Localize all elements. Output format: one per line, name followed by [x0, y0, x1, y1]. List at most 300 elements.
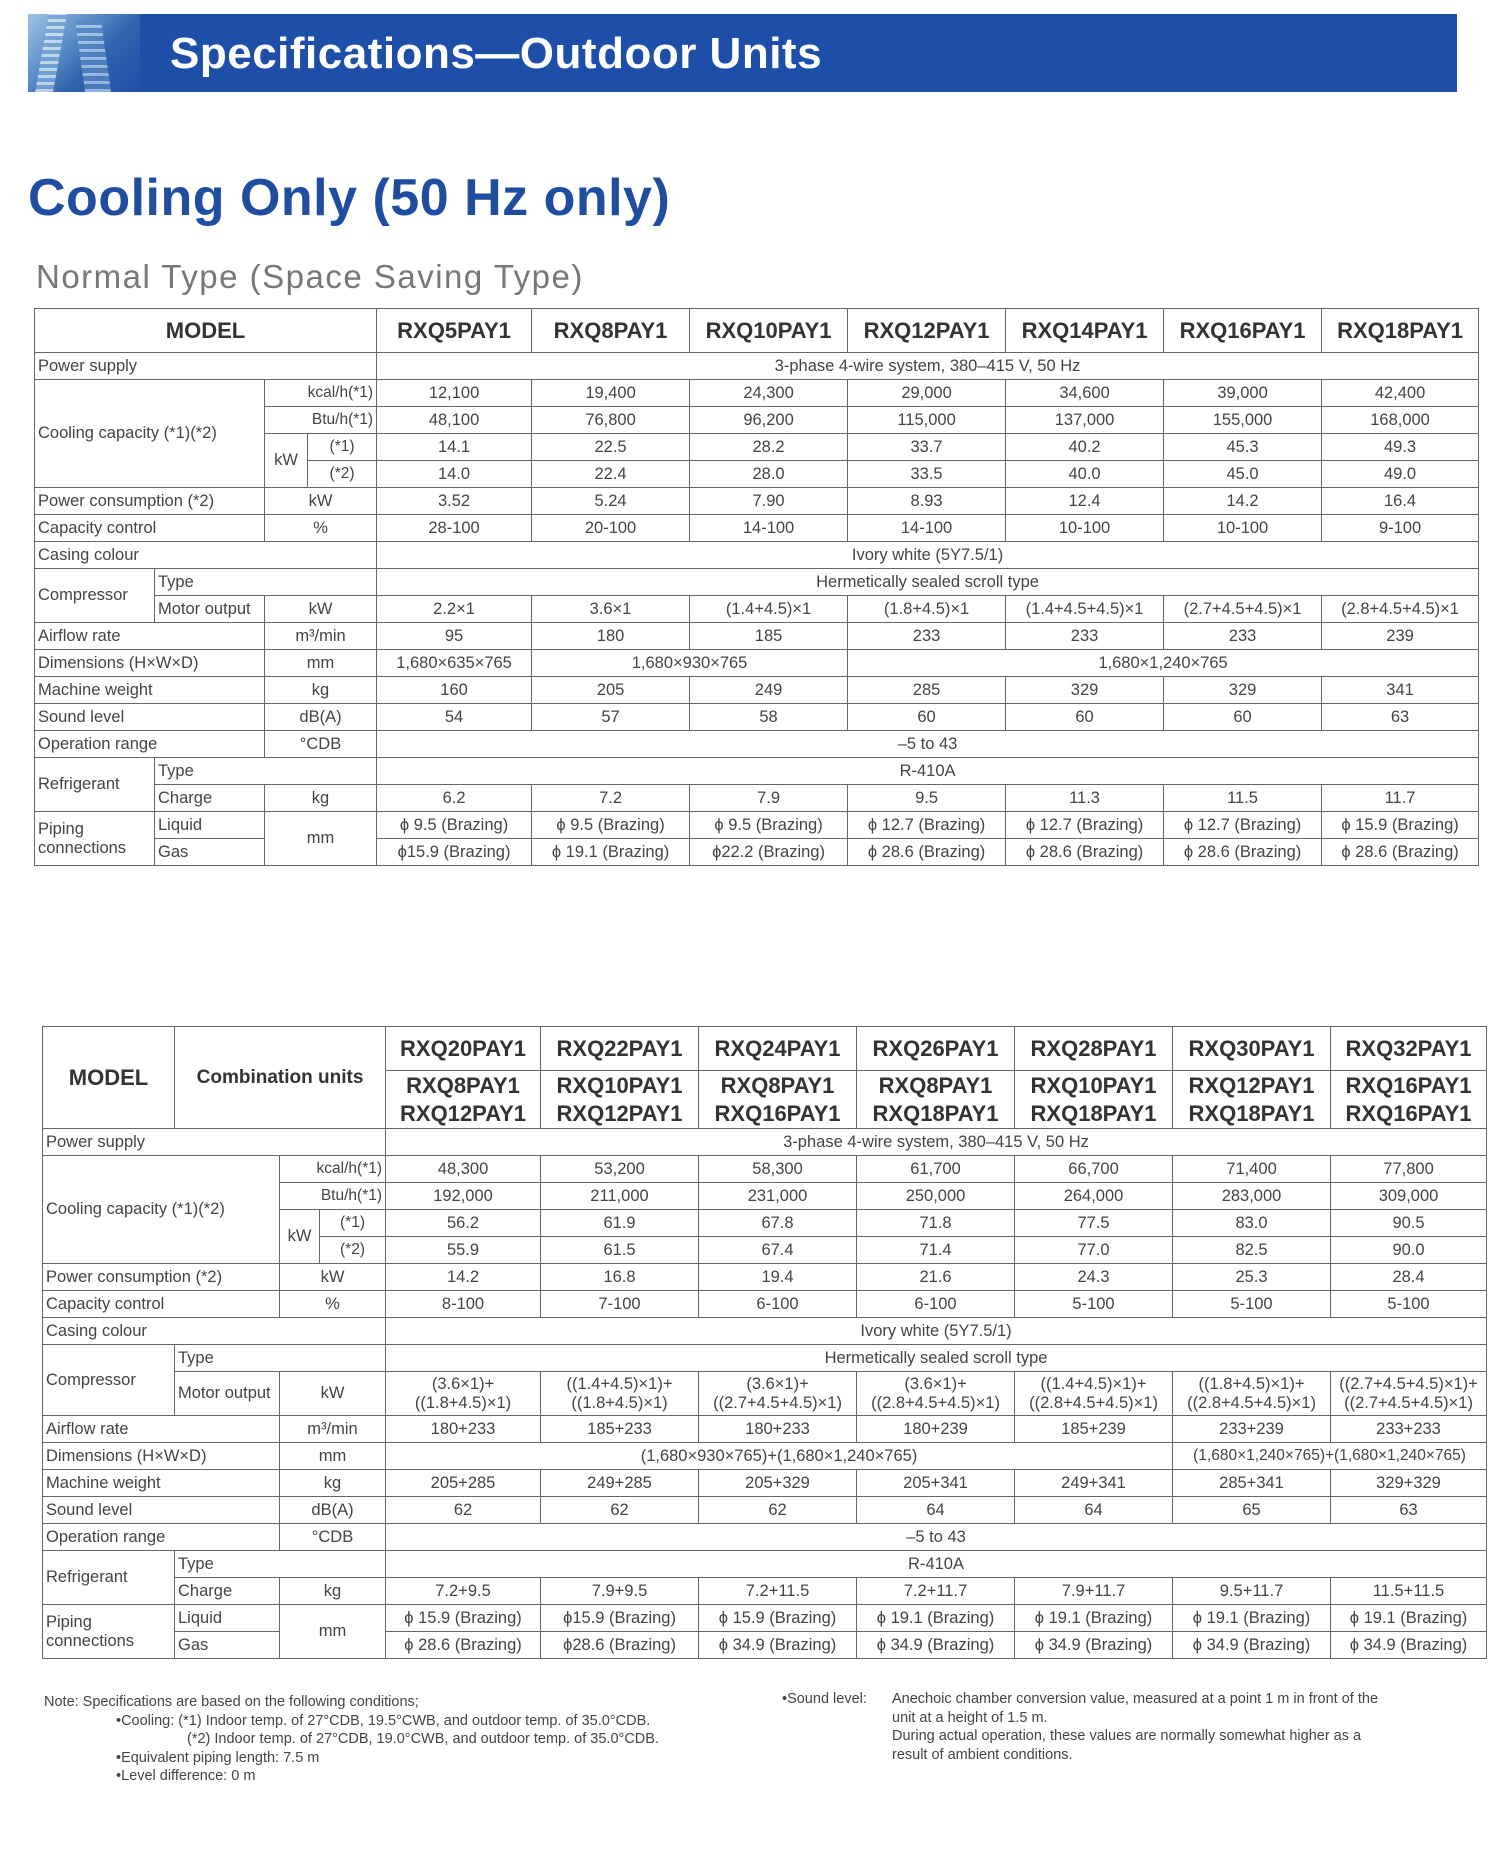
unit-label: °CDB — [280, 1524, 386, 1551]
unit-label: mm — [265, 812, 377, 866]
cell-value: ϕ 19.1 (Brazing) — [1173, 1605, 1331, 1632]
cell-value: 62 — [386, 1497, 541, 1524]
unit-label: mm — [265, 650, 377, 677]
cell-value: 3.52 — [377, 488, 532, 515]
unit-label: m³/min — [265, 623, 377, 650]
cell-value: 160 — [377, 677, 532, 704]
sub-label: Gas — [155, 839, 265, 866]
model-name: RXQ20PAY1 — [386, 1027, 541, 1071]
note-line: •Level difference: 0 m — [116, 1768, 256, 1784]
building-image — [28, 14, 140, 92]
combination-cell — [857, 1071, 1015, 1129]
cell-value: 45.0 — [1164, 461, 1322, 488]
model-name: RXQ8PAY1 — [532, 309, 690, 353]
cell-value: 5-100 — [1173, 1291, 1331, 1318]
cell-value: 34,600 — [1006, 380, 1164, 407]
cell-value: 329+329 — [1331, 1470, 1487, 1497]
motor-cell — [1331, 1372, 1487, 1416]
motor-line-1: ((1.4+4.5)×1)+ — [566, 1374, 673, 1393]
cell-value: 7.2+11.5 — [699, 1578, 857, 1605]
page-title: Cooling Only (50 Hz only) — [28, 169, 671, 227]
compressor-type-row — [35, 569, 1479, 596]
cell-value: ϕ 19.1 (Brazing) — [1015, 1605, 1173, 1632]
cell-value: 205+329 — [699, 1470, 857, 1497]
cell-value: 11.5 — [1164, 785, 1322, 812]
motor-line-2: ((2.8+4.5+4.5)×1) — [1187, 1393, 1316, 1412]
model-name: RXQ12PAY1 — [848, 309, 1006, 353]
unit-label: m³/min — [280, 1416, 386, 1443]
cell-value: 61,700 — [857, 1156, 1015, 1183]
cell-value: ϕ 15.9 (Brazing) — [386, 1605, 541, 1632]
combination-unit-b: RXQ12PAY1 — [400, 1100, 526, 1126]
cell-value: 64 — [1015, 1497, 1173, 1524]
row-label: Machine weight — [35, 677, 265, 704]
unit-label: kW — [280, 1372, 386, 1416]
note-line: result of ambient conditions. — [892, 1746, 1073, 1763]
cell-value: ϕ28.6 (Brazing) — [541, 1632, 699, 1659]
cell-value: 61.5 — [541, 1237, 699, 1264]
cell-value: 20-100 — [532, 515, 690, 542]
cell-value: 14.2 — [1164, 488, 1322, 515]
note-label: (*2) — [320, 1237, 386, 1264]
refrigerant-type-row — [35, 758, 1479, 785]
motor-cell — [857, 1372, 1015, 1416]
refrigerant-charge-row — [43, 1578, 1487, 1605]
cell-value: 48,300 — [386, 1156, 541, 1183]
cell-value: 231,000 — [699, 1183, 857, 1210]
cell-value: 60 — [848, 704, 1006, 731]
casing-colour-row — [43, 1318, 1487, 1345]
operation-range-row — [43, 1524, 1487, 1551]
cell-value: 45.3 — [1164, 434, 1322, 461]
cell-value: 185+233 — [541, 1416, 699, 1443]
combination-unit-b: RXQ18PAY1 — [1030, 1100, 1157, 1126]
spec-table-normal — [34, 308, 1479, 866]
cell-value: 42,400 — [1322, 380, 1479, 407]
compressor-motor-row — [43, 1372, 1487, 1416]
operation-range-row — [35, 731, 1479, 758]
cell-value: 180+233 — [386, 1416, 541, 1443]
motor-line-1: (3.6×1)+ — [431, 1374, 495, 1393]
spanned-value: –5 to 43 — [386, 1524, 1487, 1551]
cell-value: 57 — [532, 704, 690, 731]
cell-value: 309,000 — [1331, 1183, 1487, 1210]
row-label: Power consumption (*2) — [35, 488, 265, 515]
cell-value: 83.0 — [1173, 1210, 1331, 1237]
motor-line-2: ((2.7+4.5+4.5)×1) — [1344, 1393, 1473, 1412]
sub-label: Type — [175, 1345, 386, 1372]
model-name: RXQ32PAY1 — [1331, 1027, 1487, 1071]
combination-unit-a: RXQ10PAY1 — [556, 1072, 683, 1098]
cell-value: 33.5 — [848, 461, 1006, 488]
cell-value: 67.4 — [699, 1237, 857, 1264]
row-label: Capacity control — [43, 1291, 280, 1318]
cell-value: 62 — [541, 1497, 699, 1524]
cell-value: ϕ15.9 (Brazing) — [377, 839, 532, 866]
cell-value: 7-100 — [541, 1291, 699, 1318]
combination-cell — [1173, 1071, 1331, 1129]
cell-value: 7.2+11.7 — [857, 1578, 1015, 1605]
cell-value: 65 — [1173, 1497, 1331, 1524]
model-name: RXQ26PAY1 — [857, 1027, 1015, 1071]
cell-value: ϕ 9.5 (Brazing) — [690, 812, 848, 839]
cell-value: 90.0 — [1331, 1237, 1487, 1264]
cell-value: ϕ 15.9 (Brazing) — [699, 1605, 857, 1632]
notes-sound-level — [782, 1690, 1378, 1764]
cell-value: 60 — [1164, 704, 1322, 731]
cell-value: 285 — [848, 677, 1006, 704]
model-label: MODEL — [43, 1027, 175, 1129]
motor-line-1: (3.6×1)+ — [904, 1374, 967, 1393]
cell-value: 5.24 — [532, 488, 690, 515]
cooling-kcal-row — [43, 1156, 1487, 1183]
sub-label: Gas — [175, 1632, 280, 1659]
cell-value: 12.4 — [1006, 488, 1164, 515]
model-name: RXQ14PAY1 — [1006, 309, 1164, 353]
note-label: (*1) — [320, 1210, 386, 1237]
sub-label: Liquid — [155, 812, 265, 839]
weight-row — [35, 677, 1479, 704]
power-supply-row — [43, 1129, 1487, 1156]
casing-colour-row — [35, 542, 1479, 569]
combination-unit-a: RXQ8PAY1 — [720, 1072, 835, 1098]
piping-liquid-row — [35, 812, 1479, 839]
cell-value: 180+233 — [699, 1416, 857, 1443]
combination-unit-b: RXQ18PAY1 — [872, 1100, 999, 1126]
cell-value: 77.5 — [1015, 1210, 1173, 1237]
cell-value: 40.2 — [1006, 434, 1164, 461]
motor-line-1: (3.6×1)+ — [746, 1374, 809, 1393]
combination-cell — [1331, 1071, 1487, 1129]
capacity-control-row — [43, 1291, 1487, 1318]
cell-value: (2.8+4.5+4.5)×1 — [1322, 596, 1479, 623]
sub-label: Motor output — [155, 596, 265, 623]
cell-value: 249+285 — [541, 1470, 699, 1497]
sound-row — [35, 704, 1479, 731]
row-label: Power supply — [43, 1129, 386, 1156]
unit-label: Btu/h(*1) — [265, 407, 377, 434]
cell-value: ϕ 28.6 (Brazing) — [1006, 839, 1164, 866]
cell-value: 95 — [377, 623, 532, 650]
cell-value: 14-100 — [690, 515, 848, 542]
cell-value: 40.0 — [1006, 461, 1164, 488]
cell-value: 28-100 — [377, 515, 532, 542]
row-label: Operation range — [43, 1524, 280, 1551]
spanned-value: Hermetically sealed scroll type — [386, 1345, 1487, 1372]
row-label: Refrigerant — [43, 1551, 175, 1605]
cell-value: ϕ 19.1 (Brazing) — [857, 1605, 1015, 1632]
note-label: (*1) — [308, 434, 377, 461]
unit-label: mm — [280, 1605, 386, 1659]
model-name: RXQ18PAY1 — [1322, 309, 1479, 353]
motor-line-1: ((1.8+4.5)×1)+ — [1198, 1374, 1305, 1393]
cell-value: 24.3 — [1015, 1264, 1173, 1291]
cell-value: ϕ 34.9 (Brazing) — [1331, 1632, 1487, 1659]
motor-line-1: ((2.7+4.5+4.5)×1)+ — [1339, 1374, 1478, 1393]
row-label: Cooling capacity (*1)(*2) — [35, 380, 265, 488]
model-name: RXQ5PAY1 — [377, 309, 532, 353]
cell-value: 16.4 — [1322, 488, 1479, 515]
cell-value: ϕ 34.9 (Brazing) — [1015, 1632, 1173, 1659]
spanned-value: 1,680×1,240×765 — [848, 650, 1479, 677]
cell-value: 137,000 — [1006, 407, 1164, 434]
unit-label: kg — [280, 1470, 386, 1497]
row-label: Cooling capacity (*1)(*2) — [43, 1156, 280, 1264]
cell-value: 61.9 — [541, 1210, 699, 1237]
piping-liquid-row — [43, 1605, 1487, 1632]
motor-cell — [541, 1372, 699, 1416]
sub-label: Motor output — [175, 1372, 280, 1416]
cell-value: ϕ 19.1 (Brazing) — [532, 839, 690, 866]
spanned-value: Hermetically sealed scroll type — [377, 569, 1479, 596]
cell-value: 7.9+11.7 — [1015, 1578, 1173, 1605]
model-label: MODEL — [35, 309, 377, 353]
cell-value: 71.8 — [857, 1210, 1015, 1237]
dimensions-row — [43, 1443, 1487, 1470]
row-label: Dimensions (H×W×D) — [35, 650, 265, 677]
cell-value: 24,300 — [690, 380, 848, 407]
motor-line-2: ((2.8+4.5+4.5)×1) — [1029, 1393, 1158, 1412]
motor-line-1: ((1.4+4.5)×1)+ — [1040, 1374, 1147, 1393]
cell-value: 115,000 — [848, 407, 1006, 434]
cell-value: 28.2 — [690, 434, 848, 461]
combination-unit-b: RXQ18PAY1 — [1188, 1100, 1315, 1126]
combination-cell — [541, 1071, 699, 1129]
motor-line-2: ((2.8+4.5+4.5)×1) — [871, 1393, 1000, 1412]
motor-cell — [386, 1372, 541, 1416]
cell-value: ϕ 12.7 (Brazing) — [848, 812, 1006, 839]
cell-value: 58,300 — [699, 1156, 857, 1183]
row-label — [35, 812, 155, 866]
cell-value: 9.5+11.7 — [1173, 1578, 1331, 1605]
unit-label: kW — [280, 1210, 320, 1264]
cell-value: 6.2 — [377, 785, 532, 812]
piping-label-line1: Piping — [38, 819, 84, 838]
row-label: Sound level — [35, 704, 265, 731]
model-name: RXQ28PAY1 — [1015, 1027, 1173, 1071]
note-label: •Sound level: — [782, 1691, 867, 1707]
spanned-value: 1,680×930×765 — [532, 650, 848, 677]
unit-label: kg — [265, 677, 377, 704]
cell-value: 71,400 — [1173, 1156, 1331, 1183]
motor-cell — [699, 1372, 857, 1416]
note-label: (*2) — [308, 461, 377, 488]
cell-value: 11.7 — [1322, 785, 1479, 812]
cell-value: 28.4 — [1331, 1264, 1487, 1291]
cell-value: 16.8 — [541, 1264, 699, 1291]
unit-label: kcal/h(*1) — [280, 1156, 386, 1183]
cell-value: 29,000 — [848, 380, 1006, 407]
refrigerant-type-row — [43, 1551, 1487, 1578]
cell-value: 239 — [1322, 623, 1479, 650]
unit-label: kW — [265, 488, 377, 515]
cell-value: 66,700 — [1015, 1156, 1173, 1183]
row-label: Airflow rate — [35, 623, 265, 650]
cell-value: 205+285 — [386, 1470, 541, 1497]
cell-value: ϕ 28.6 (Brazing) — [1322, 839, 1479, 866]
cell-value: ϕ 28.6 (Brazing) — [1164, 839, 1322, 866]
airflow-row — [35, 623, 1479, 650]
header-banner — [28, 14, 1457, 92]
cell-value: 53,200 — [541, 1156, 699, 1183]
cell-value: 233 — [1006, 623, 1164, 650]
cell-value: 62 — [699, 1497, 857, 1524]
cell-value: 233 — [1164, 623, 1322, 650]
cell-value: ϕ 12.7 (Brazing) — [1164, 812, 1322, 839]
spanned-value: Ivory white (5Y7.5/1) — [386, 1318, 1487, 1345]
cell-value: 19.4 — [699, 1264, 857, 1291]
model-name: RXQ16PAY1 — [1164, 309, 1322, 353]
cell-value: 185 — [690, 623, 848, 650]
cell-value: 5-100 — [1331, 1291, 1487, 1318]
cell-value: 28.0 — [690, 461, 848, 488]
cell-value: 14-100 — [848, 515, 1006, 542]
row-label: Casing colour — [43, 1318, 386, 1345]
weight-row — [43, 1470, 1487, 1497]
unit-label: Btu/h(*1) — [280, 1183, 386, 1210]
cell-value: ϕ22.2 (Brazing) — [690, 839, 848, 866]
combination-unit-a: RXQ10PAY1 — [1030, 1072, 1157, 1098]
cell-value: 21.6 — [857, 1264, 1015, 1291]
note-line: unit at a height of 1.5 m. — [892, 1709, 1048, 1726]
cell-value: 90.5 — [1331, 1210, 1487, 1237]
combination-cell — [386, 1071, 541, 1129]
row-label: Compressor — [35, 569, 155, 623]
cell-value: 233+233 — [1331, 1416, 1487, 1443]
cell-value: 283,000 — [1173, 1183, 1331, 1210]
cell-value: 14.1 — [377, 434, 532, 461]
spanned-value: R-410A — [386, 1551, 1487, 1578]
sub-label: Liquid — [175, 1605, 280, 1632]
cell-value: ϕ 34.9 (Brazing) — [1173, 1632, 1331, 1659]
note-line: Anechoic chamber conversion value, measured at a point 1 m in front of the — [892, 1691, 1379, 1707]
cell-value: 71.4 — [857, 1237, 1015, 1264]
cell-value: 25.3 — [1173, 1264, 1331, 1291]
cell-value: 12,100 — [377, 380, 532, 407]
piping-label-line2: connections — [38, 838, 127, 857]
cell-value: ϕ 19.1 (Brazing) — [1331, 1605, 1487, 1632]
cell-value: 63 — [1331, 1497, 1487, 1524]
note-line: (*2) Indoor temp. of 27°CDB, 19.0°CWB, and outdoor temp. of 35.0°CDB. — [187, 1731, 659, 1747]
cell-value: 6-100 — [857, 1291, 1015, 1318]
row-label: Power supply — [35, 353, 377, 380]
cell-value: (1.4+4.5)×1 — [690, 596, 848, 623]
compressor-type-row — [43, 1345, 1487, 1372]
unit-label: % — [280, 1291, 386, 1318]
row-label: Capacity control — [35, 515, 265, 542]
compressor-motor-row — [35, 596, 1479, 623]
spanned-value: (1,680×1,240×765)+(1,680×1,240×765) — [1173, 1443, 1487, 1470]
row-label: Compressor — [43, 1345, 175, 1416]
combination-unit-a: RXQ8PAY1 — [406, 1072, 520, 1098]
unit-label: kW — [265, 596, 377, 623]
piping-label-line2: connections — [46, 1631, 135, 1650]
cell-value: (2.7+4.5+4.5)×1 — [1164, 596, 1322, 623]
cell-value: 205 — [532, 677, 690, 704]
cell-value: 76,800 — [532, 407, 690, 434]
sub-label: Type — [155, 758, 377, 785]
unit-label: dB(A) — [265, 704, 377, 731]
sub-label: Type — [155, 569, 377, 596]
cell-value: ϕ 28.6 (Brazing) — [848, 839, 1006, 866]
piping-gas-row — [35, 839, 1479, 866]
unit-label: kW — [280, 1264, 386, 1291]
sub-label: Charge — [155, 785, 265, 812]
cell-value: 8.93 — [848, 488, 1006, 515]
cell-value: 7.2 — [532, 785, 690, 812]
cell-value: 7.2+9.5 — [386, 1578, 541, 1605]
spanned-value: R-410A — [377, 758, 1479, 785]
cell-value: ϕ 34.9 (Brazing) — [857, 1632, 1015, 1659]
cell-value: (1.4+4.5+4.5)×1 — [1006, 596, 1164, 623]
airflow-row — [43, 1416, 1487, 1443]
row-label: Casing colour — [35, 542, 377, 569]
cell-value: 63 — [1322, 704, 1479, 731]
unit-label: kg — [265, 785, 377, 812]
cell-value: 1,680×635×765 — [377, 650, 532, 677]
spanned-value: Ivory white (5Y7.5/1) — [377, 542, 1479, 569]
dimensions-row — [35, 650, 1479, 677]
cell-value: 60 — [1006, 704, 1164, 731]
cell-value: 10-100 — [1006, 515, 1164, 542]
sub-label: Charge — [175, 1578, 280, 1605]
motor-line-2: ((1.8+4.5)×1) — [414, 1393, 512, 1412]
cell-value: 77,800 — [1331, 1156, 1487, 1183]
spanned-value: (1,680×930×765)+(1,680×1,240×765) — [386, 1443, 1173, 1470]
cell-value: ϕ 15.9 (Brazing) — [1322, 812, 1479, 839]
row-label: Sound level — [43, 1497, 280, 1524]
combination-unit-a: RXQ8PAY1 — [878, 1072, 993, 1098]
cell-value: 56.2 — [386, 1210, 541, 1237]
cell-value: 7.9+9.5 — [541, 1578, 699, 1605]
cell-value: 77.0 — [1015, 1237, 1173, 1264]
cell-value: 33.7 — [848, 434, 1006, 461]
combination-unit-b: RXQ12PAY1 — [556, 1100, 683, 1126]
model-name: RXQ24PAY1 — [699, 1027, 857, 1071]
cell-value: 22.4 — [532, 461, 690, 488]
power-supply-row — [35, 353, 1479, 380]
row-label: Machine weight — [43, 1470, 280, 1497]
cell-value: 48,100 — [377, 407, 532, 434]
notes-conditions — [44, 1693, 659, 1786]
note-line: •Cooling: (*1) Indoor temp. of 27°CDB, 19.5°CWB, and outdoor temp. of 35.0°CDB. — [116, 1712, 651, 1729]
cell-value: 8-100 — [386, 1291, 541, 1318]
banner-title: Specifications—Outdoor Units — [170, 29, 823, 78]
cell-value: 39,000 — [1164, 380, 1322, 407]
cell-value: 233+239 — [1173, 1416, 1331, 1443]
piping-gas-row — [43, 1632, 1487, 1659]
combination-cell — [699, 1071, 857, 1129]
cell-value: 54 — [377, 704, 532, 731]
combination-unit-a: RXQ12PAY1 — [1188, 1072, 1315, 1098]
cell-value: 155,000 — [1164, 407, 1322, 434]
model-name: RXQ10PAY1 — [690, 309, 848, 353]
row-label: Dimensions (H×W×D) — [43, 1443, 280, 1470]
cooling-kcal-row — [35, 380, 1479, 407]
combination-cell — [1015, 1071, 1173, 1129]
spanned-value: 3-phase 4-wire system, 380–415 V, 50 Hz — [377, 353, 1479, 380]
cell-value: 22.5 — [532, 434, 690, 461]
unit-label: kg — [280, 1578, 386, 1605]
cell-value: ϕ 12.7 (Brazing) — [1006, 812, 1164, 839]
cell-value: 19,400 — [532, 380, 690, 407]
power-consumption-row — [43, 1264, 1487, 1291]
cell-value: 49.3 — [1322, 434, 1479, 461]
cell-value: 5-100 — [1015, 1291, 1173, 1318]
cell-value: 180 — [532, 623, 690, 650]
cell-value: 2.2×1 — [377, 596, 532, 623]
cell-value: (1.8+4.5)×1 — [848, 596, 1006, 623]
